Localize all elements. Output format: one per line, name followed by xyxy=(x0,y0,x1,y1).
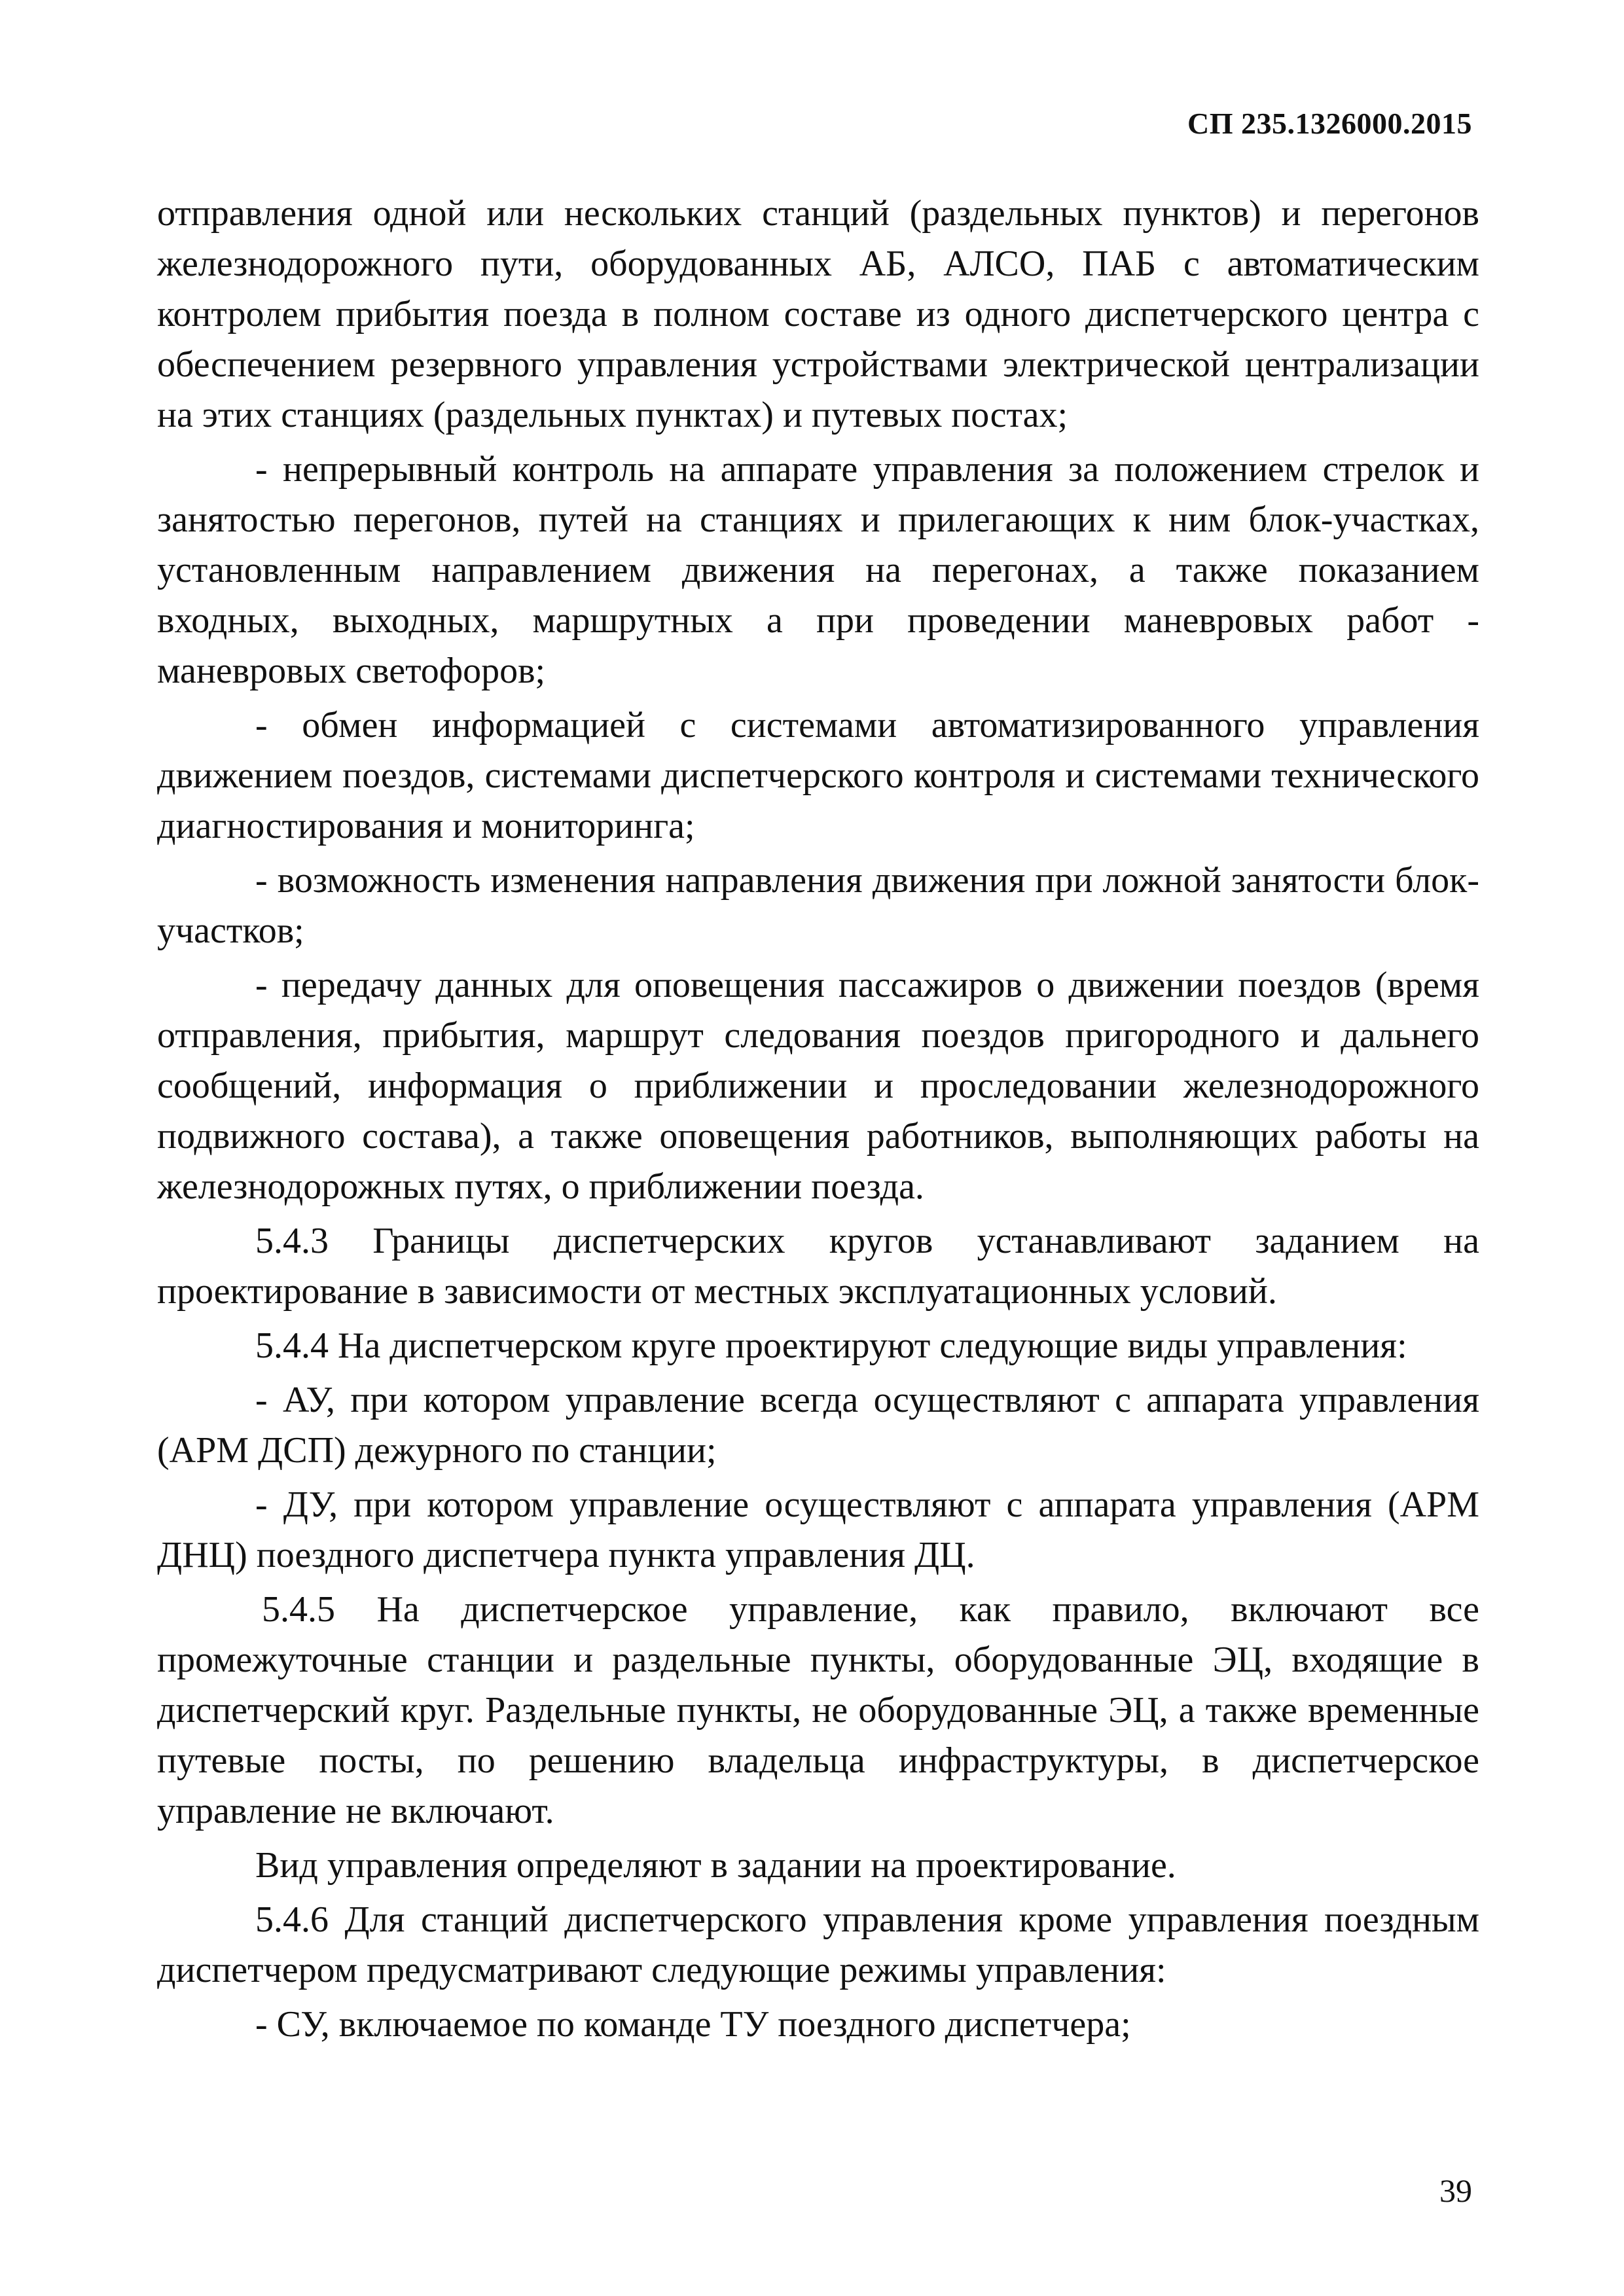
paragraph-continuation: отправления одной или нескольких станций (раздельных пунктов) и перегонов железнодорожного пути, оборудованных АБ, АЛСО, ПАБ с автоматическим контролем прибытия поезда в полном составе из одного диспетчерского центра с обеспечением резервного управления устройствами электрической централизации на этих станциях (раздельных пунктах) и путевых постах; xyxy=(157,193,1479,435)
clause-5-4-6: 5.4.6 Для станций диспетчерского управления кроме управления поездным диспетчером предусматривают следующие режимы управления: xyxy=(157,1899,1479,1990)
document-body xyxy=(157,188,1479,2054)
page-number: 39 xyxy=(1439,2172,1472,2209)
list-item-direction-change: - возможность изменения направления движения при ложной занятости блок-участков; xyxy=(157,860,1479,951)
list-item-passenger-notification: - передачу данных для оповещения пассажиров о движении поездов (время отправления, прибытия, маршрут следования поездов пригородного и дальнего сообщений, информация о приближении и проследовании железнодорожного подвижного состава), а также оповещения работников, выполняющих работы на железнодорожных путях, о приближении поезда. xyxy=(157,965,1479,1207)
list-item-su: - СУ, включаемое по команде ТУ поездного диспетчера; xyxy=(255,2004,1131,2045)
clause-5-4-3: 5.4.3 Границы диспетчерских кругов устанавливают заданием на проектирование в зависимости от местных эксплуатационных условий. xyxy=(157,1221,1479,1312)
clause-5-4-4: 5.4.4 На диспетчерском круге проектируют следующие виды управления: xyxy=(255,1325,1407,1366)
list-item-au: - АУ, при котором управление всегда осуществляют с аппарата управления (АРМ ДСП) дежурного по станции; xyxy=(157,1380,1479,1471)
list-item-information-exchange: - обмен информацией с системами автоматизированного управления движением поездов, системами диспетчерского контроля и системами технического диагностирования и мониторинга; xyxy=(157,705,1479,846)
clause-5-4-5: 5.4.5 На диспетчерское управление, как правило, включают все промежуточные станции и раздельные пункты, оборудованные ЭЦ, входящие в диспетчерский круг. Раздельные пункты, не оборудованные ЭЦ, а также временные путевые посты, по решению владельца инфраструктуры, в диспетчерское управление не включают. xyxy=(157,1589,1479,1831)
paragraph-control-type: Вид управления определяют в задании на проектирование. xyxy=(255,1845,1176,1886)
document-code-header: СП 235.1326000.2015 xyxy=(1187,107,1472,140)
list-item-continuous-control: - непрерывный контроль на аппарате управления за положением стрелок и занятостью перегонов, путей на станциях и прилегающих к ним блок-участках, установленным направлением движения на перегонах, а также показанием входных, выходных, маршрутных а при проведении маневровых работ - маневровых светофоров; xyxy=(157,449,1479,691)
list-item-du: - ДУ, при котором управление осуществляют с аппарата управления (АРМ ДНЦ) поездного диспетчера пункта управления ДЦ. xyxy=(157,1484,1479,1575)
